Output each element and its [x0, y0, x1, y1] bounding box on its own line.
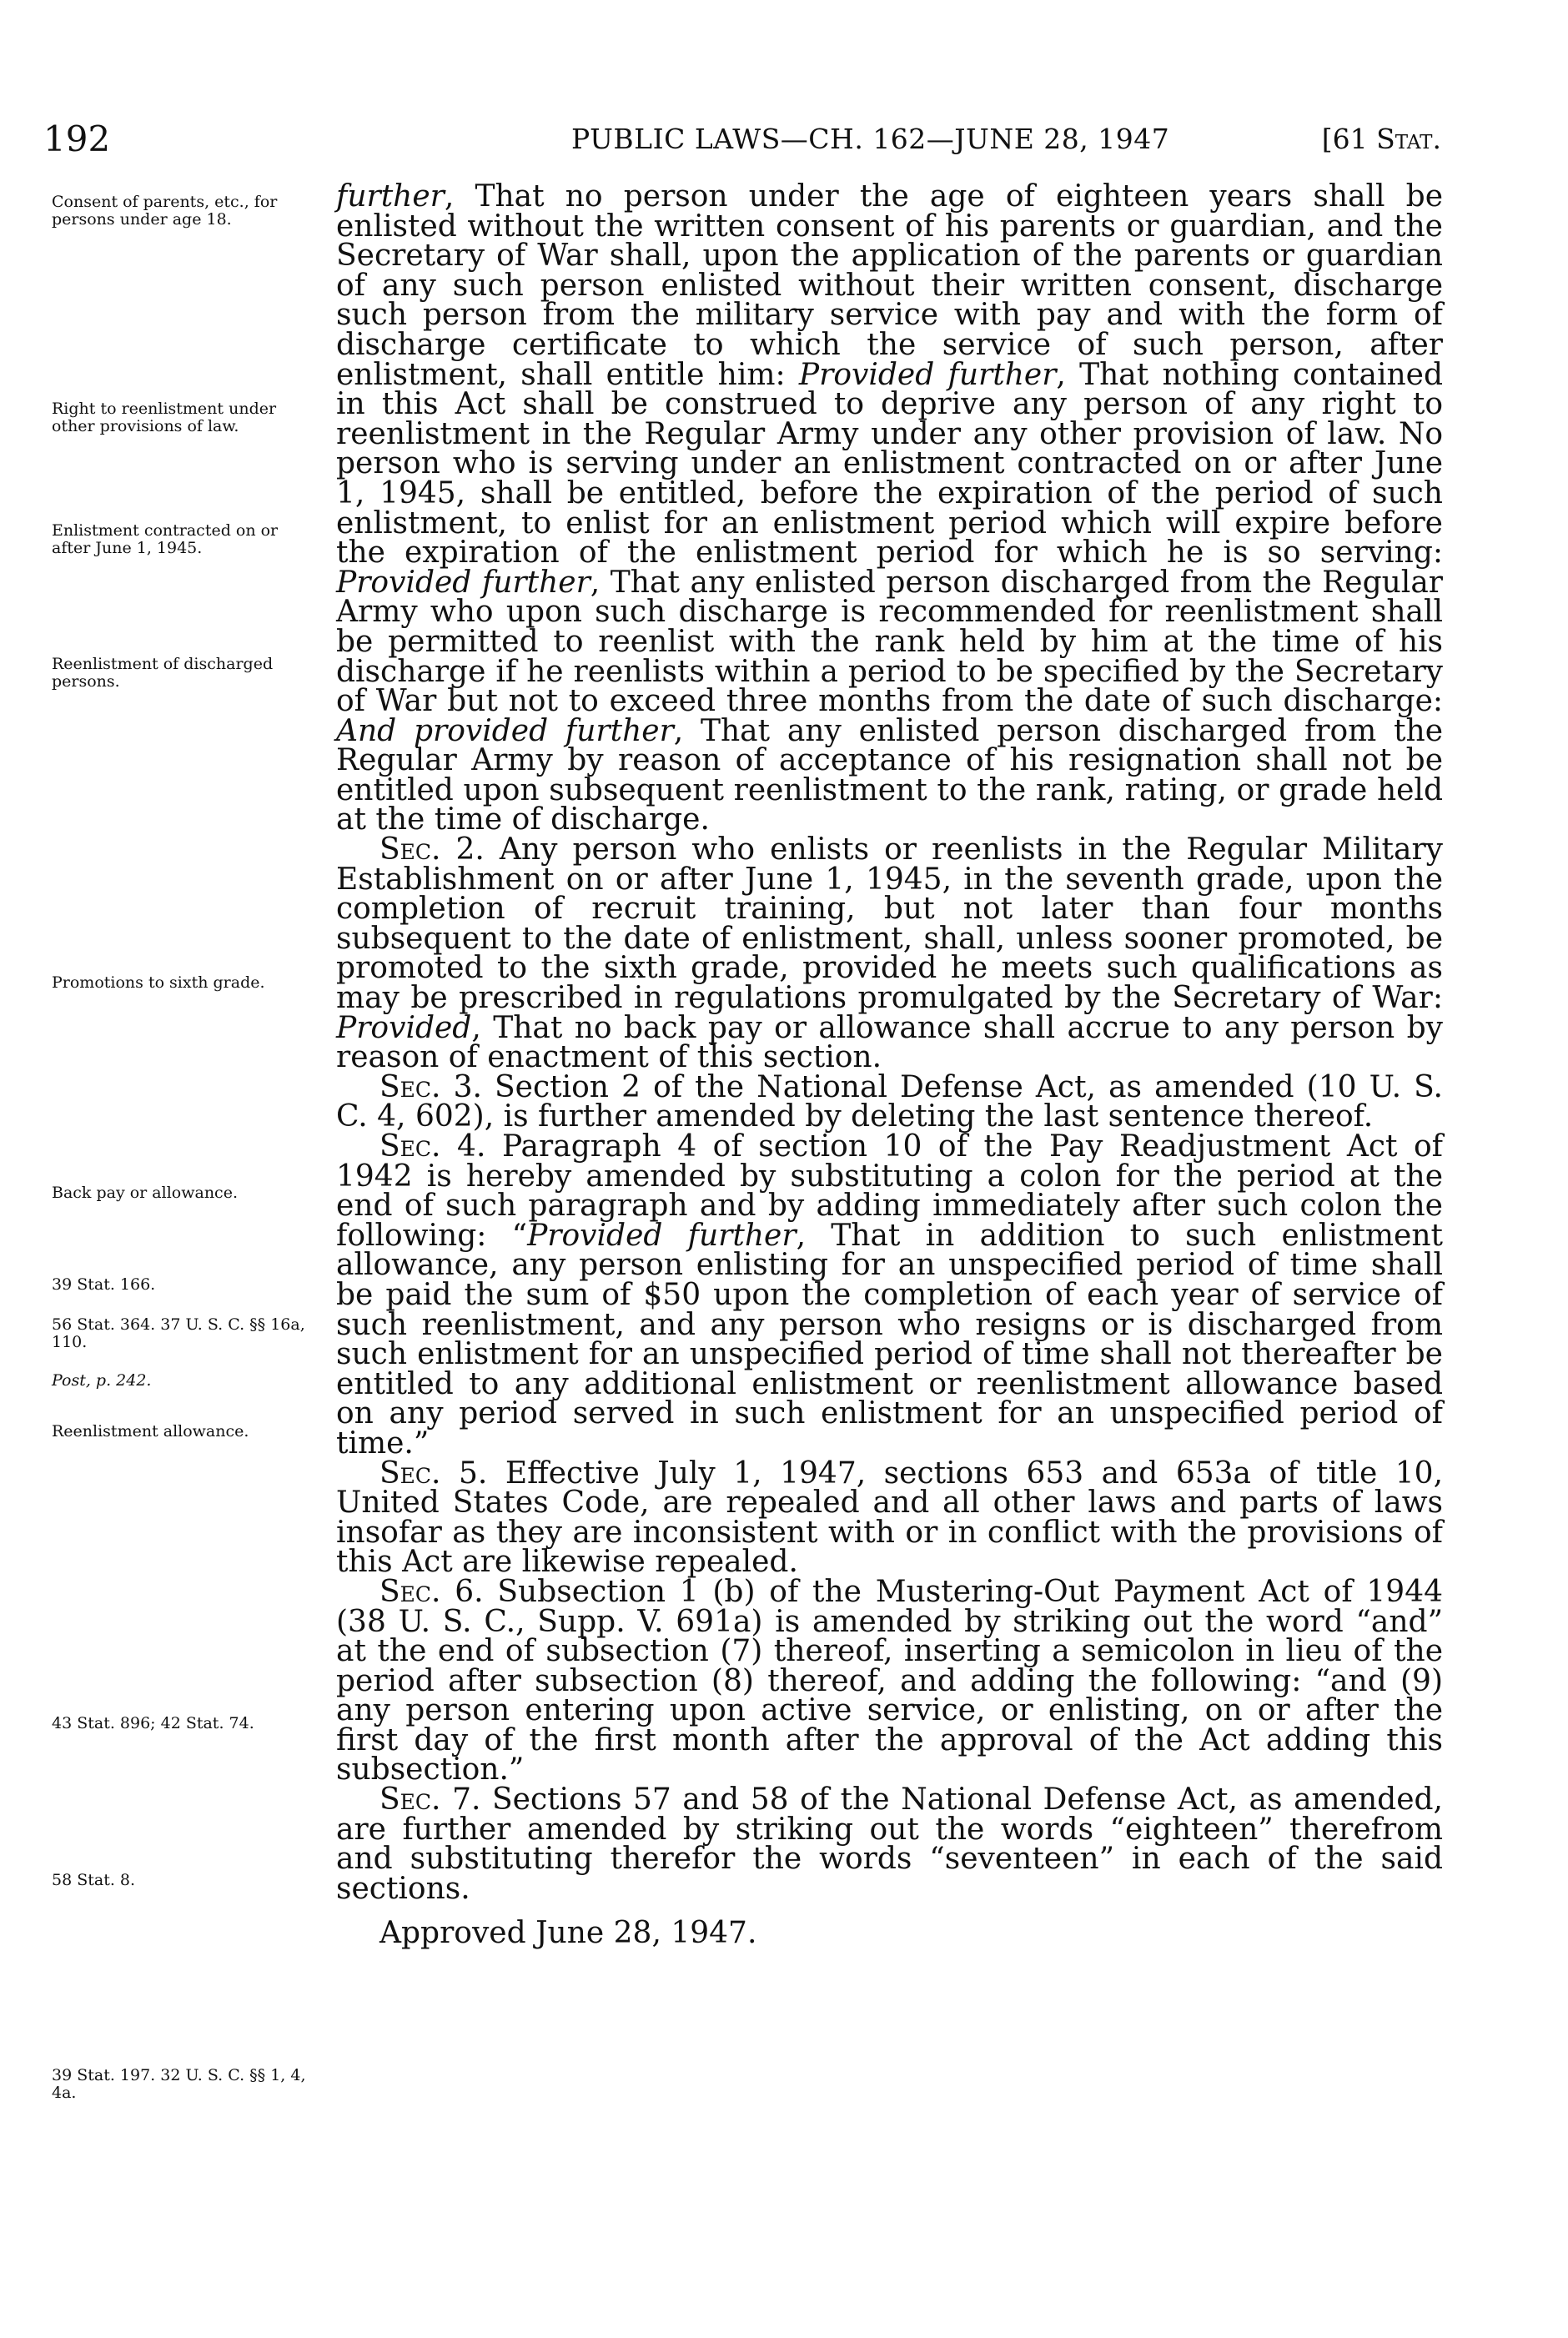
section-number: 4.: [440, 1129, 502, 1164]
section-5: [336, 1456, 1444, 1580]
text-run: , That nothing contained in this Act shall be construed to deprive any person of any right to reenlistment in the Regular Army under any other provision of law. No person who is serving under an enlistment contracted on or after June 1, 1945, shall be entitled, before the expiration of the period of such enlistment, to enlist for an enlistment period which will expire before the expiration of the enlistment period for which he is so serving:: [336, 357, 1444, 571]
proviso-italic: Provided further: [336, 565, 591, 600]
section-4: [336, 1129, 1443, 1461]
italic-further: further: [336, 179, 445, 214]
page-number: 192: [43, 118, 111, 159]
section-label: Sec.: [379, 1129, 441, 1164]
section-7: [336, 1782, 1443, 1906]
section-number: 6.: [440, 1574, 498, 1609]
volume-reference: [1322, 118, 1441, 160]
act-body: [336, 179, 1444, 1951]
text-run: , That no back pay or allowance shall accrue to any person by reason of enactment of this section.: [336, 1010, 1443, 1075]
text-run: , That any enlisted person discharged from the Regular Army who upon such discharge is recommended for reenlistment shall be permitted to reenlist with the rank held by him at the time of his discharge if he reenlists within a period to be specified by the Secretary of War but not to exceed three months from the date of such discharge:: [336, 565, 1443, 719]
section-2: [336, 832, 1444, 1075]
section-label: Sec.: [379, 1574, 441, 1609]
margin-note-back-pay: Back pay or allowance.: [52, 1184, 238, 1202]
proviso-italic: Provided further: [527, 1218, 797, 1253]
section-label: Sec.: [379, 1069, 441, 1104]
section-number: 7.: [440, 1782, 492, 1818]
margin-note-reenlistment-allowance: Reenlistment allowance.: [52, 1422, 249, 1441]
section-label: Sec.: [379, 1782, 441, 1818]
proviso-italic: Provided further: [798, 357, 1057, 392]
text-run: , That no person under the age of eighteen years shall be enlisted without the written consent of his parents or guardian, and the Secretary of War shall, upon the application of the parents or guardian of any such person enlisted without their written consent, discharge such person from the military service with pay and with the form of discharge certificate to which the service of such person, after enlistment, shall entitle him:: [336, 179, 1443, 392]
text-run: Section 2 of the National Defense Act, as amended (10 U. S. C. 4, 602), is further amended by deleting the last sentence thereof.: [336, 1069, 1443, 1134]
section-label: Sec.: [379, 1456, 441, 1491]
margin-note-39-stat-166: 39 Stat. 166.: [52, 1275, 156, 1294]
text-run: Effective July 1, 1947, sections 653 and 653a of title 10, United States Code, are repealed and all other laws and parts of laws insofar as they are inconsistent with or in conflict with the provisions of this Act are likewise repealed.: [336, 1456, 1444, 1580]
volume-reference-prefix: [61: [1321, 123, 1377, 155]
volume-reference-stat: Stat.: [1376, 123, 1441, 155]
margin-note-post: Post, p. 242.: [52, 1371, 152, 1390]
text-run: Any person who enlists or reenlists in the Regular Military Establishment on or after June 1, 1945, in the seventh grade, upon the completion of recruit training, but not later than four months subsequent to the date of enlistment, shall, unless sooner promoted, be promoted to the sixth grade, provided he meets such qualifications as may be prescribed in regulations promulgated by the Secretary of War:: [336, 832, 1444, 1016]
margin-note-58-stat-8: 58 Stat. 8.: [52, 1871, 136, 1889]
text-run: Subsection 1 (b) of the Mustering-Out Payment Act of 1944 (38 U. S. C., Supp. V. 691a) is amended by striking out the word “and” at the end of subsection (7) thereof, inserting a semicolon in lieu of the period after subsection (8) thereof, and adding the following: “and (9) any person entering upon active service, or enlisting, on or after the first day of the first month after the approval of the Act adding this subsection.”: [336, 1574, 1444, 1787]
proviso-italic: Provided: [336, 1010, 472, 1045]
margin-note-enlistment-contracted: Enlistment contracted on or after June 1, 1945.: [52, 521, 279, 557]
section-label: Sec.: [379, 832, 441, 867]
margin-note-promotions: Promotions to sixth grade.: [52, 973, 265, 992]
text-run: Paragraph 4 of section 10 of the Pay Readjustment Act of 1942 is hereby amended by substituting a colon for the period at the end of such paragraph and by adding immediately after such colon the following: “: [336, 1129, 1443, 1253]
section-3: [336, 1069, 1443, 1134]
margin-note-right-to-reenlistment: Right to reenlistment under other provisions of law.: [52, 400, 277, 435]
text-run: , That any enlisted person discharged from the Regular Army by reason of acceptance of his resignation shall not be entitled upon subsequent reenlistment to the rank, rating, or grade held at the time of discharge.: [336, 713, 1443, 837]
section-number: 3.: [440, 1069, 495, 1104]
margin-note-43-stat-896: 43 Stat. 896; 42 Stat. 74.: [52, 1714, 254, 1732]
paragraph-continuation: [336, 179, 1444, 837]
page-header: [43, 118, 1441, 160]
margin-note-39-stat-197: 39 Stat. 197. 32 U. S. C. §§ 1, 4, 4a.: [52, 2066, 306, 2102]
proviso-italic: And provided further: [336, 713, 674, 748]
section-6: [336, 1574, 1444, 1787]
section-number: 5.: [440, 1456, 505, 1491]
approval-line: Approved June 28, 1947.: [379, 1916, 757, 1951]
text-run: , That in addition to such enlistment allowance, any person enlisting for an unspecified period of time shall be paid the sum of $50 upon the completion of each year of service of such reenlistment, and any person who resigns or is discharged from such enlistment for an unspecified period of time shall not thereafter be entitled to any additional enlistment or reenlistment allowance based on any period served in such enlistment for an unspecified period of time.”: [336, 1218, 1443, 1461]
section-number: 2.: [440, 832, 500, 867]
running-head: PUBLIC LAWS—CH. 162—JUNE 28, 1947: [571, 123, 1170, 155]
margin-note-56-stat-364: 56 Stat. 364. 37 U. S. C. §§ 16a, 110.: [52, 1315, 305, 1351]
margin-note-consent: Consent of parents, etc., for persons under age 18.: [52, 193, 278, 229]
text-run: Sections 57 and 58 of the National Defense Act, as amended, are further amended by striking out the words “eighteen” therefrom and substituting therefor the words “seventeen” in each of the said sections.: [336, 1782, 1443, 1906]
margin-note-reenlistment-discharged: Reenlistment of discharged persons.: [52, 655, 274, 691]
